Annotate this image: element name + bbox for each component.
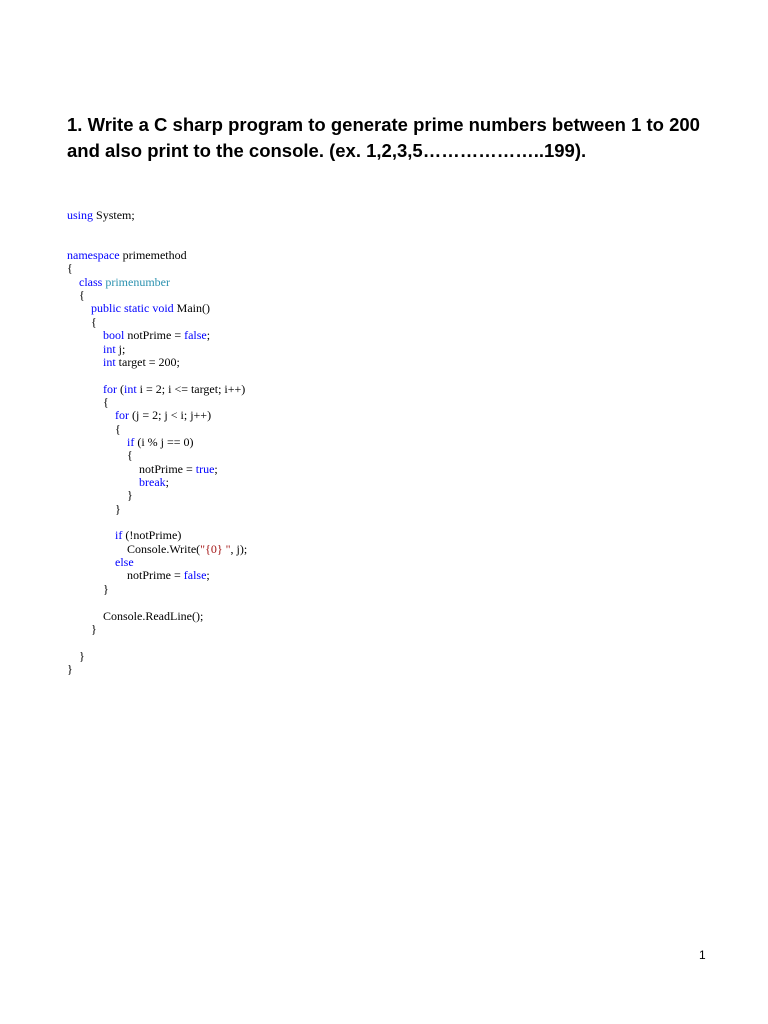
code-token: { bbox=[67, 288, 85, 303]
code-token: ; bbox=[206, 568, 210, 583]
code-token bbox=[67, 435, 127, 449]
code-kw-token: true bbox=[195, 461, 215, 476]
code-kw-token: else bbox=[115, 555, 134, 570]
code-kw-token: break bbox=[139, 475, 166, 489]
code-token bbox=[67, 355, 103, 369]
code-kw-token: int bbox=[124, 381, 137, 396]
code-token: i = 2; i <= target; i++) bbox=[136, 381, 246, 396]
code-token: } bbox=[67, 661, 73, 676]
code-token bbox=[67, 555, 115, 569]
code-kw-token: public bbox=[91, 301, 121, 316]
code-token: notPrime = bbox=[124, 328, 185, 343]
code-str-token: "{0} " bbox=[200, 541, 231, 556]
code-kw-token: bool bbox=[103, 328, 125, 343]
code-token bbox=[67, 328, 103, 342]
code-token bbox=[67, 475, 139, 489]
code-token: Console.Write( bbox=[67, 541, 201, 556]
code-line bbox=[67, 663, 73, 676]
code-token bbox=[67, 275, 79, 289]
code-token: { bbox=[67, 394, 109, 409]
code-line bbox=[67, 623, 97, 636]
code-token: } bbox=[67, 648, 85, 663]
code-token bbox=[67, 408, 115, 422]
code-token: ; bbox=[206, 328, 211, 343]
code-token: Console.ReadLine(); bbox=[67, 608, 204, 623]
code-token bbox=[67, 301, 91, 315]
code-token: { bbox=[67, 448, 133, 463]
code-token: ; bbox=[165, 475, 169, 489]
code-kw-token: static bbox=[124, 301, 150, 316]
code-kw-token: namespace bbox=[67, 248, 120, 263]
code-kw-token: if bbox=[115, 528, 123, 543]
code-kw-token: using bbox=[67, 208, 94, 222]
code-kw-token: int bbox=[103, 354, 116, 369]
code-token: ( bbox=[117, 381, 124, 396]
code-token: } bbox=[67, 621, 97, 636]
code-token: ; bbox=[214, 461, 218, 476]
code-token: , j); bbox=[230, 541, 248, 556]
code-line bbox=[67, 503, 121, 516]
code-kw-token: int bbox=[103, 341, 116, 356]
code-kw-token: void bbox=[152, 301, 174, 316]
code-token: j; bbox=[115, 341, 126, 356]
code-type-token: primenumber bbox=[105, 274, 170, 289]
code-token: System; bbox=[93, 208, 135, 222]
code-token: } bbox=[67, 581, 109, 596]
code-token: notPrime = bbox=[67, 461, 196, 476]
code-line bbox=[67, 249, 187, 262]
code-kw-token: for bbox=[103, 381, 117, 396]
code-kw-token: for bbox=[115, 408, 129, 423]
code-line bbox=[67, 209, 135, 222]
code-token: { bbox=[67, 421, 121, 436]
code-token: } bbox=[67, 488, 133, 503]
code-line bbox=[67, 356, 180, 369]
code-token: primemethod bbox=[119, 248, 187, 263]
code-kw-token: class bbox=[79, 274, 103, 289]
code-token: notPrime = bbox=[67, 568, 184, 583]
page-number: 1 bbox=[699, 948, 706, 962]
code-kw-token: false bbox=[184, 328, 207, 343]
code-kw-token: if bbox=[127, 434, 135, 449]
code-line bbox=[67, 583, 109, 596]
code-token: (!notPrime) bbox=[122, 528, 182, 543]
question-heading: 1. Write a C sharp program to generate prime numbers between 1 to 200 and also print to the console. (ex. 1,2,3,5………………..199). bbox=[67, 114, 700, 161]
code-token: (i % j == 0) bbox=[134, 434, 194, 449]
code-token: (j = 2; j < i; j++) bbox=[129, 408, 212, 423]
code-token bbox=[67, 342, 103, 356]
code-token: } bbox=[67, 501, 121, 516]
code-token: Main() bbox=[173, 301, 210, 316]
code-token: { bbox=[67, 261, 73, 276]
code-token bbox=[67, 528, 115, 542]
code-token: { bbox=[67, 314, 97, 329]
code-kw-token: false bbox=[183, 568, 207, 583]
code-token: target = 200; bbox=[115, 354, 180, 369]
code-token bbox=[67, 382, 103, 396]
